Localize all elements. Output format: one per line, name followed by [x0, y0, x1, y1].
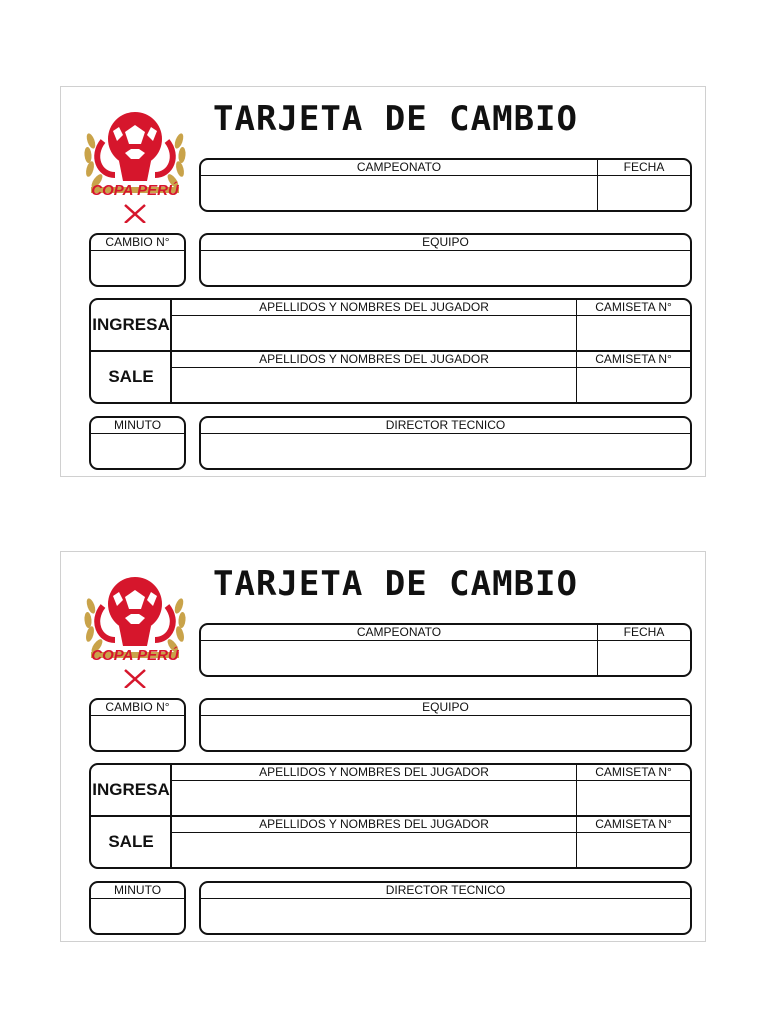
- minuto-field[interactable]: [91, 899, 184, 933]
- copa-peru-logo-icon: [81, 566, 189, 688]
- players-box: [89, 763, 692, 869]
- card-title: TARJETA DE CAMBIO: [213, 99, 578, 139]
- ingresa-jugador-label: APELLIDOS Y NOMBRES DEL JUGADOR: [172, 300, 576, 316]
- campeonato-field[interactable]: [201, 176, 597, 210]
- sale-label: SALE: [108, 832, 154, 851]
- cambio-number-box: [89, 233, 186, 287]
- minuto-field[interactable]: [91, 434, 184, 468]
- sale-jugador-field[interactable]: [172, 368, 576, 402]
- players-box: [89, 298, 692, 404]
- ingresa-label: INGRESA: [92, 780, 170, 799]
- ingresa-jugador-field[interactable]: [172, 781, 576, 815]
- sale-camiseta-field[interactable]: [577, 368, 690, 402]
- copa-peru-logo: [81, 566, 189, 688]
- copa-peru-logo-icon: [81, 101, 189, 223]
- equipo-label: EQUIPO: [201, 700, 690, 716]
- ingresa-row: [172, 765, 690, 815]
- ingresa-camiseta-label: CAMISETA N°: [577, 765, 690, 781]
- campeonato-fecha-box: [199, 623, 692, 677]
- substitution-card-1: [60, 86, 706, 477]
- minuto-box: [89, 416, 186, 470]
- minuto-label: MINUTO: [91, 883, 184, 899]
- copa-peru-logo: [81, 101, 189, 223]
- cambio-number-box: [89, 698, 186, 752]
- equipo-field[interactable]: [201, 251, 690, 285]
- sale-camiseta-label: CAMISETA N°: [577, 352, 690, 368]
- card-title: TARJETA DE CAMBIO: [213, 564, 578, 604]
- director-tecnico-box: [199, 416, 692, 470]
- sale-row: [172, 352, 690, 402]
- equipo-label: EQUIPO: [201, 235, 690, 251]
- director-tecnico-field[interactable]: [201, 899, 690, 933]
- equipo-field[interactable]: [201, 716, 690, 750]
- fecha-label: FECHA: [598, 625, 690, 641]
- copa-peru-logo-text: COPA PERÚ: [91, 182, 179, 199]
- director-tecnico-box: [199, 881, 692, 935]
- ingresa-camiseta-field[interactable]: [577, 316, 690, 350]
- sale-jugador-field[interactable]: [172, 833, 576, 867]
- campeonato-label: CAMPEONATO: [201, 625, 597, 641]
- fecha-field[interactable]: [598, 176, 690, 210]
- ingresa-row: [172, 300, 690, 350]
- ingresa-label: INGRESA: [92, 315, 170, 334]
- sale-label: SALE: [108, 367, 154, 386]
- substitution-card-2: [60, 551, 706, 942]
- equipo-box: [199, 233, 692, 287]
- cambio-number-field[interactable]: [91, 716, 184, 750]
- sale-camiseta-field[interactable]: [577, 833, 690, 867]
- fecha-label: FECHA: [598, 160, 690, 176]
- copa-peru-logo-text: COPA PERÚ: [91, 647, 179, 664]
- sale-camiseta-label: CAMISETA N°: [577, 817, 690, 833]
- director-tecnico-field[interactable]: [201, 434, 690, 468]
- minuto-label: MINUTO: [91, 418, 184, 434]
- ingresa-jugador-label: APELLIDOS Y NOMBRES DEL JUGADOR: [172, 765, 576, 781]
- ingresa-jugador-field[interactable]: [172, 316, 576, 350]
- cambio-number-label: CAMBIO N°: [91, 700, 184, 716]
- campeonato-label: CAMPEONATO: [201, 160, 597, 176]
- director-tecnico-label: DIRECTOR TECNICO: [201, 883, 690, 899]
- campeonato-field[interactable]: [201, 641, 597, 675]
- sale-jugador-label: APELLIDOS Y NOMBRES DEL JUGADOR: [172, 352, 576, 368]
- campeonato-fecha-box: [199, 158, 692, 212]
- cambio-number-label: CAMBIO N°: [91, 235, 184, 251]
- ingresa-camiseta-label: CAMISETA N°: [577, 300, 690, 316]
- cambio-number-field[interactable]: [91, 251, 184, 285]
- sale-jugador-label: APELLIDOS Y NOMBRES DEL JUGADOR: [172, 817, 576, 833]
- equipo-box: [199, 698, 692, 752]
- sale-row: [172, 817, 690, 867]
- ingresa-camiseta-field[interactable]: [577, 781, 690, 815]
- fecha-field[interactable]: [598, 641, 690, 675]
- director-tecnico-label: DIRECTOR TECNICO: [201, 418, 690, 434]
- minuto-box: [89, 881, 186, 935]
